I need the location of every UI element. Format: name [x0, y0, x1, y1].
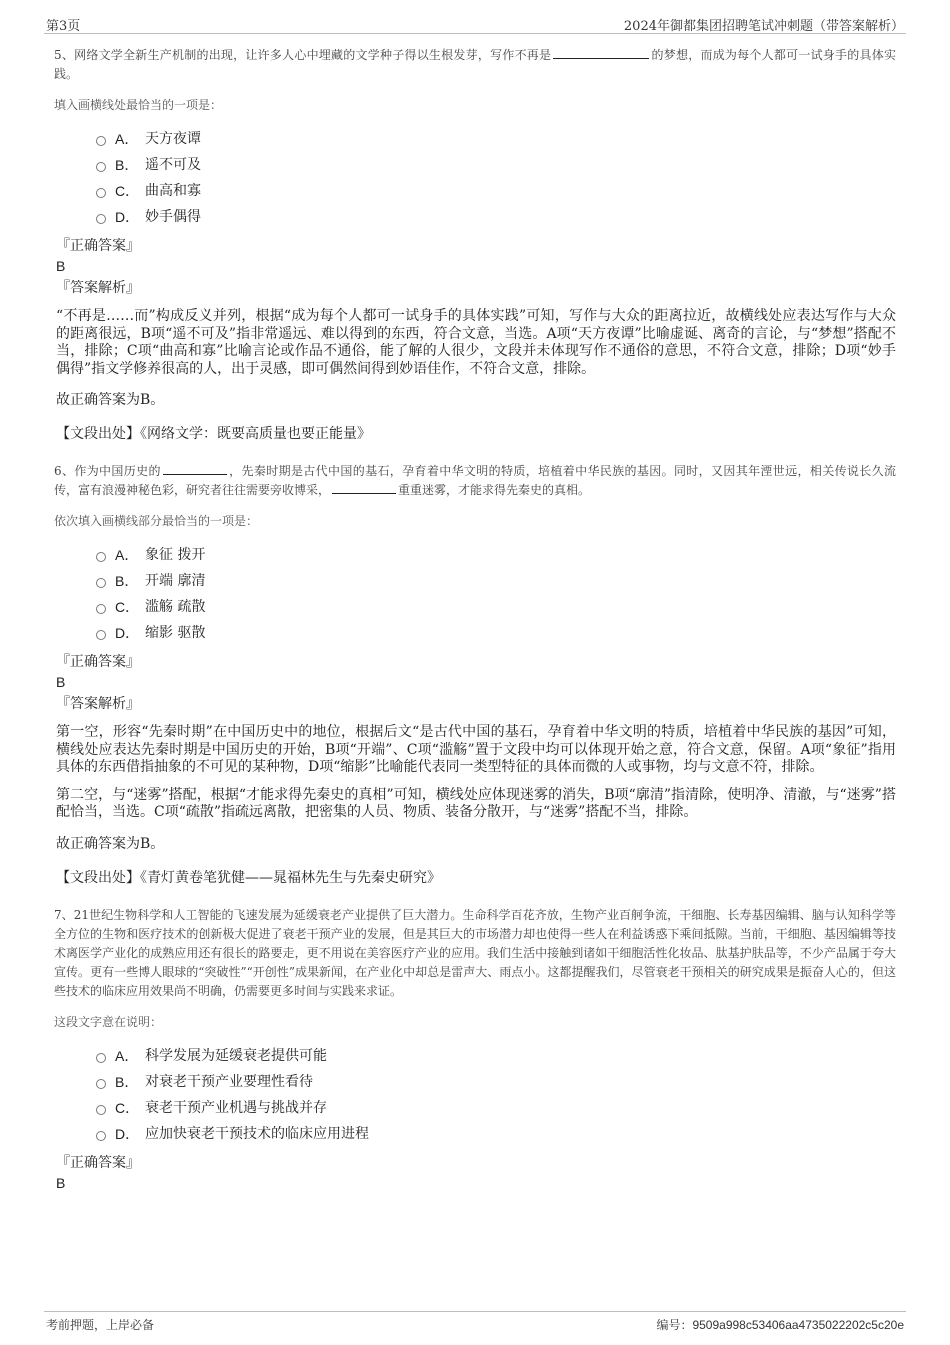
analysis-label: 『答案解析』	[56, 696, 140, 712]
option-list	[96, 126, 896, 230]
source-text: 【文段出处】《网络文学：既要高质量也要正能量》	[56, 426, 371, 442]
option-c[interactable]: C． 曲高和寡	[96, 178, 896, 204]
page-number: 第3页	[46, 19, 81, 34]
radio-icon[interactable]	[96, 1053, 106, 1063]
radio-icon[interactable]	[96, 604, 106, 614]
conclusion-text: 故正确答案为B。	[56, 835, 165, 852]
question-stem: 6、作为中国历史的 ，先秦时期是古代中国的基石，孕育着中华文明的特质，培植着中华民族的基因。同时，又因其年湮世远，相关传说长久流传，富有浪漫神秘色彩，研究者往往需要旁收博采， 重重迷雾，才能求得先秦史的真相。	[54, 464, 896, 497]
page-header	[44, 12, 906, 34]
question-7	[54, 906, 896, 1193]
radio-icon[interactable]	[96, 552, 106, 562]
radio-icon[interactable]	[96, 214, 106, 224]
analysis-text: “不再是……而”构成反义并列，根据“成为每个人都可一试身手的具体实践”可知，写作与大众的距离拉近，故横线处应表达写作与大众的距离很远，B项“遥不可及”指非常遥远、难以得到的东西，符合文意，当选。A项“天方夜谭”比喻虚诞、离奇的言论，与“梦想”搭配不当，排除；C项“曲高和寡”比喻言论或作品不通俗，能了解的人很少，文段并未体现写作不通俗的意思，不符合文意，排除；D项“妙手偶得”指文学修养很高的人，出于灵感，即可偶然间得到妙语佳作，不符合文意，排除。	[56, 308, 896, 377]
fill-blank	[332, 481, 396, 494]
main-content	[54, 46, 896, 1193]
radio-icon[interactable]	[96, 1105, 106, 1115]
question-stem: 5、网络文学全新生产机制的出现，让许多人心中埋藏的文学种子得以生根发芽，写作不再是 的梦想，而成为每个人都可一试身手的具体实践。	[54, 48, 896, 81]
option-list	[96, 1043, 896, 1147]
answer-label: 『正确答案』	[56, 654, 140, 670]
option-a[interactable]: A． 科学发展为延缓衰老提供可能	[96, 1043, 896, 1069]
option-b[interactable]: B． 遥不可及	[96, 152, 896, 178]
radio-icon[interactable]	[96, 630, 106, 640]
document-title: 2024年御都集团招聘笔试冲刺题（带答案解析）	[623, 19, 904, 34]
option-c[interactable]: C． 衰老干预产业机遇与挑战并存	[96, 1095, 896, 1121]
radio-icon[interactable]	[96, 162, 106, 172]
option-d[interactable]: D． 妙手偶得	[96, 204, 896, 230]
radio-icon[interactable]	[96, 1131, 106, 1141]
document-serial: 编号：9509a998c53406aa4735022202c5c20e	[656, 1318, 904, 1332]
fill-blank	[553, 46, 649, 59]
footer-slogan: 考前押题，上岸必备	[46, 1318, 155, 1332]
correct-answer: B	[56, 674, 66, 690]
conclusion-text: 故正确答案为B。	[56, 392, 165, 408]
option-a[interactable]: A． 天方夜谭	[96, 126, 896, 152]
question-prompt: 依次填入画横线部分最恰当的一项是：	[54, 514, 259, 528]
option-d[interactable]: D． 应加快衰老干预技术的临床应用进程	[96, 1121, 896, 1147]
analysis-text: 第一空，形容“先秦时期”在中国历史中的地位，根据后文“是古代中国的基石，孕育着中华文明的特质，培植着中华民族的基因”可知，横线处应表达先秦时期是中国历史的开始，B项“开端”、C项“滥觞”置于文段中均可以体现开始之意，符合文意，保留。A项“象征”指用具体的东西借指抽象的不可见的某种物，D项“缩影”比喻能代表同一类型特征的具体而微的人或事物，均与文意不符，排除。	[56, 724, 896, 775]
answer-label: 『正确答案』	[56, 1154, 140, 1171]
page-footer	[44, 1311, 906, 1335]
fill-blank	[163, 462, 227, 475]
question-prompt: 这段文字意在说明：	[54, 1014, 163, 1029]
correct-answer: B	[56, 1174, 66, 1191]
question-stem: 7、21世纪生物科学和人工智能的飞速发展为延缓衰老产业提供了巨大潜力。生命科学百花齐放，生物产业百舸争流，干细胞、长寿基因编辑、脑与认知科学等全方位的生物和医疗技术的创新极大促进了衰老干预产业的发展，但是其巨大的市场潜力却也使得一些人在利益诱惑下乘间抵隙。当前，干细胞、基因编辑等技术离医学产业化的成熟应用还有很长的路要走，更不用说在美容医疗产业的应用。我们生活中接触到诸如干细胞活性化妆品、肽基护肤品等，不少产品属于夸大宣传。更有一些博人眼球的“突破性”“开创性”成果新闻，在产业化中却总是雷声大、雨点小。这都提醒我们，尽管衰老干预相关的研究成果是振奋人心的，但这些技术的临床应用效果尚不明确，仍需要更多时间与实践来求证。	[54, 907, 896, 998]
option-b[interactable]: B． 对衰老干预产业要理性看待	[96, 1069, 896, 1095]
analysis-text: 第二空，与“迷雾”搭配，根据“才能求得先秦史的真相”可知，横线处应体现迷雾的消失，B项“廓清”指清除，使明净、清澈，与“迷雾”搭配恰当，当选。C项“疏散”指疏远离散，把密集的人员、物质、装备分散开，与“迷雾”搭配不当，排除。	[56, 786, 896, 820]
radio-icon[interactable]	[96, 578, 106, 588]
option-c[interactable]: C． 滥觞 疏散	[96, 594, 896, 620]
option-list	[96, 542, 896, 646]
option-a[interactable]: A． 象征 拨开	[96, 542, 896, 568]
radio-icon[interactable]	[96, 136, 106, 146]
question-prompt: 填入画横线处最恰当的一项是：	[54, 98, 223, 112]
answer-label: 『正确答案』	[56, 238, 140, 254]
question-5	[54, 46, 896, 444]
option-d[interactable]: D． 缩影 驱散	[96, 620, 896, 646]
correct-answer: B	[56, 258, 66, 274]
source-text: 【文段出处】《青灯黄卷笔犹健——晁福林先生与先秦史研究》	[56, 869, 441, 886]
analysis-label: 『答案解析』	[56, 280, 140, 296]
radio-icon[interactable]	[96, 188, 106, 198]
radio-icon[interactable]	[96, 1079, 106, 1089]
question-6	[54, 462, 896, 888]
option-b[interactable]: B． 开端 廓清	[96, 568, 896, 594]
